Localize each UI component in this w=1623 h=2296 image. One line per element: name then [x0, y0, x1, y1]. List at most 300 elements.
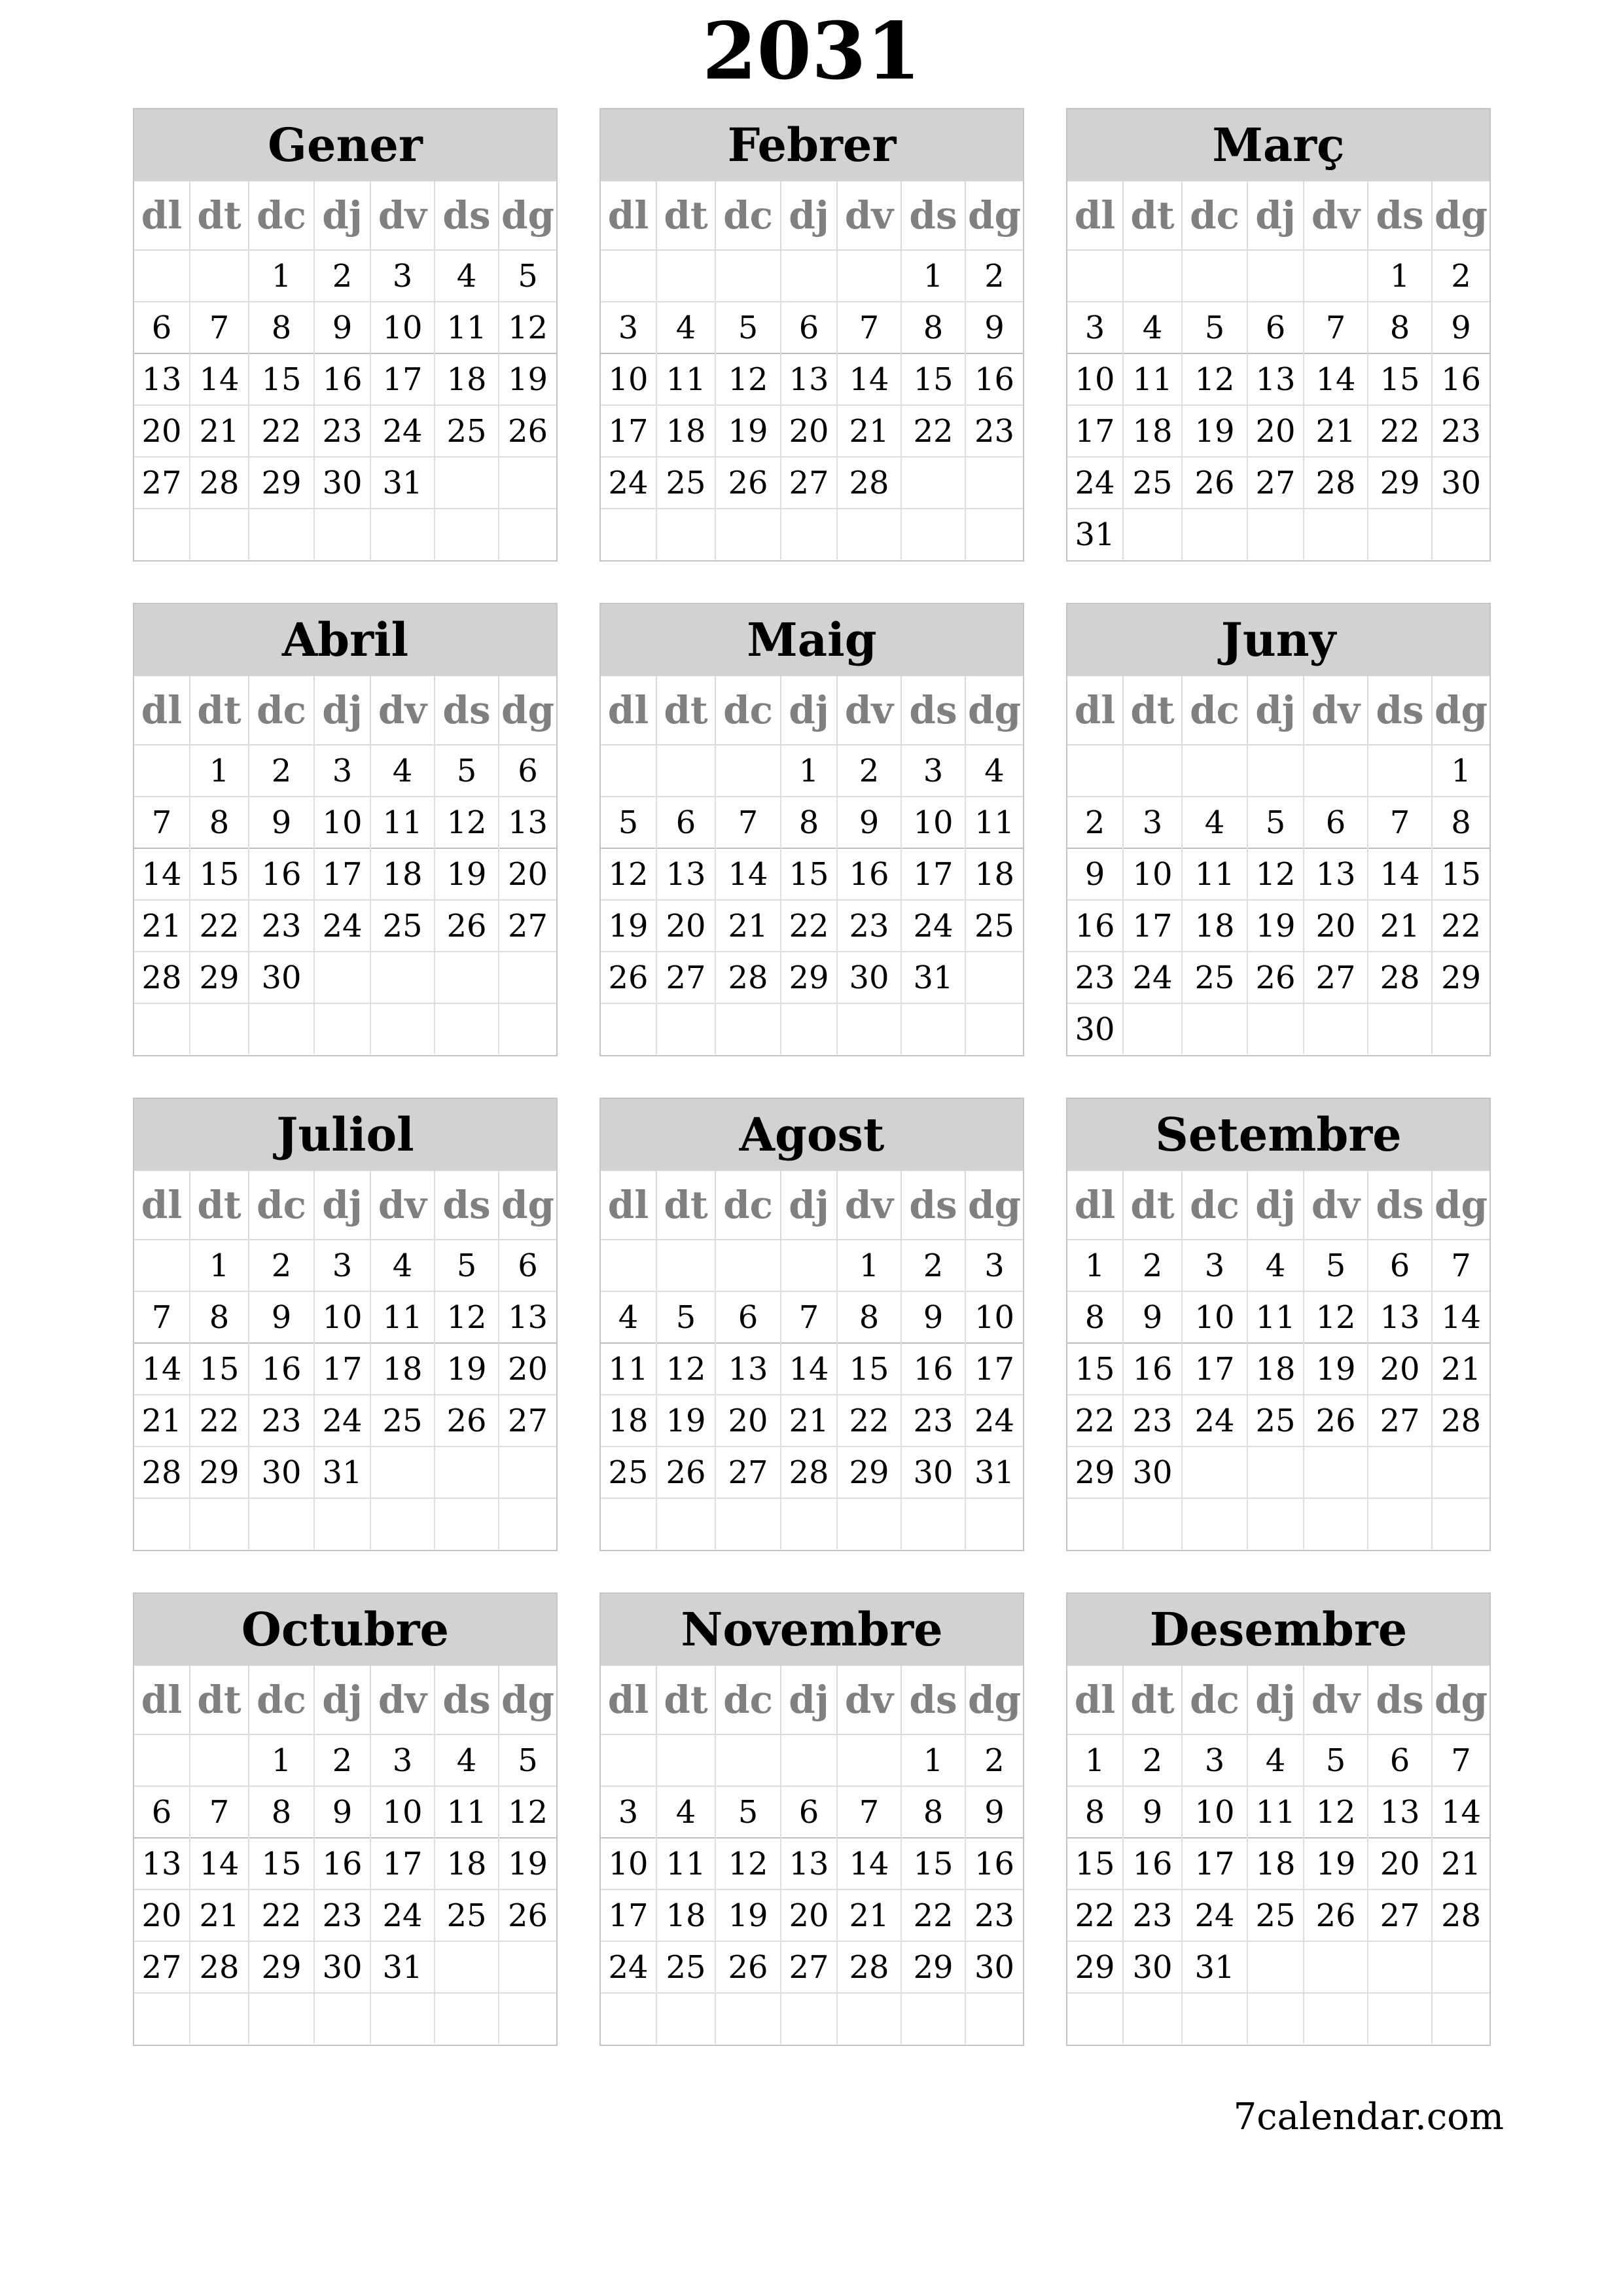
- day-cell: 15: [1067, 1838, 1123, 1890]
- day-cell: [1067, 1993, 1123, 2044]
- day-cell: 16: [901, 1343, 965, 1395]
- day-cell: 5: [499, 1734, 556, 1786]
- day-cell: 1: [1084, 1247, 1105, 1284]
- day-cell: [370, 1003, 435, 1054]
- day-cell: 11: [656, 1838, 715, 1890]
- day-cell: [499, 1993, 556, 2044]
- day-cell: [1304, 1941, 1368, 1993]
- day-cell: [435, 1446, 499, 1498]
- day-cell: 15: [190, 848, 249, 900]
- day-cell: 10: [1067, 353, 1123, 405]
- day-cell: 31: [1067, 509, 1123, 560]
- weekday-label: dt: [656, 676, 715, 745]
- day-cell: [601, 1498, 656, 1549]
- day-cell: [965, 457, 1023, 509]
- month-block: [1066, 1098, 1491, 1551]
- day-cell: [314, 952, 370, 1003]
- day-cell: 17: [370, 353, 435, 405]
- weekday-label: dc: [1182, 1666, 1247, 1734]
- weekday-label: dg: [965, 1171, 1023, 1240]
- month-block: [599, 1098, 1024, 1551]
- week-row: [601, 1291, 1023, 1343]
- day-cell: [134, 1240, 190, 1291]
- day-cell: 2: [1123, 1240, 1182, 1291]
- day-cell: 10: [1123, 848, 1182, 900]
- weekday-label: dl: [601, 181, 656, 250]
- day-cell: [901, 1498, 965, 1549]
- weekday-label: dv: [1304, 1666, 1368, 1734]
- day-cell: 30: [901, 1446, 965, 1498]
- weekday-label: dv: [370, 1666, 435, 1734]
- day-cell: 19: [1247, 900, 1304, 952]
- day-cell: 7: [781, 1291, 837, 1343]
- day-cell: 17: [314, 1343, 370, 1395]
- day-cell: 13: [1247, 353, 1304, 405]
- day-cell: 13: [1368, 1786, 1432, 1838]
- day-cell: 17: [1123, 900, 1182, 952]
- day-cell: 18: [1182, 900, 1247, 952]
- day-cell: 26: [435, 900, 499, 952]
- day-cell: 13: [1304, 848, 1368, 900]
- week-row: [134, 1395, 556, 1446]
- day-cell: 13: [499, 797, 556, 848]
- week-row: [601, 1446, 1023, 1498]
- week-row: [134, 1498, 556, 1549]
- day-cell: 15: [1432, 848, 1489, 900]
- day-cell: 30: [249, 952, 314, 1003]
- day-cell: 10: [314, 1291, 370, 1343]
- day-cell: 10: [965, 1291, 1023, 1343]
- day-cell: 7: [134, 797, 190, 848]
- week-row: [1067, 1003, 1489, 1054]
- weekday-label: ds: [435, 1666, 499, 1734]
- day-cell: 12: [435, 1291, 499, 1343]
- day-cell: 8: [249, 302, 314, 353]
- week-row: [134, 1838, 556, 1890]
- day-cell: 30: [1432, 457, 1489, 509]
- day-cell: 27: [781, 1941, 837, 1993]
- day-cell: [1067, 250, 1123, 302]
- day-cell: [1247, 1498, 1304, 1549]
- day-cell: 1: [249, 250, 314, 302]
- day-cell: 16: [314, 1838, 370, 1890]
- day-cell: 19: [499, 1838, 556, 1890]
- week-row: [1067, 353, 1489, 405]
- day-cell: 5: [1304, 1734, 1368, 1786]
- day-cell: 26: [601, 952, 656, 1003]
- day-cell: 11: [1123, 353, 1182, 405]
- day-cell: 22: [1067, 1395, 1123, 1446]
- week-row: [1067, 302, 1489, 353]
- week-row: [1067, 250, 1489, 302]
- weekday-header-row: [1067, 1171, 1489, 1240]
- day-cell: 26: [499, 405, 556, 457]
- day-cell: 9: [1123, 1786, 1182, 1838]
- day-cell: [499, 509, 556, 560]
- day-cell: [837, 1734, 901, 1786]
- day-cell: 9: [314, 1786, 370, 1838]
- day-cell: 31: [1182, 1941, 1247, 1993]
- day-cell: 15: [190, 1343, 249, 1395]
- week-row: [601, 1890, 1023, 1941]
- day-cell: 13: [656, 848, 715, 900]
- weekday-label: dl: [134, 676, 190, 745]
- day-cell: [837, 1498, 901, 1549]
- week-row: [1067, 1446, 1489, 1498]
- day-cell: 21: [190, 405, 249, 457]
- day-cell: 17: [314, 848, 370, 900]
- day-cell: 25: [601, 1446, 656, 1498]
- week-row: [601, 302, 1023, 353]
- weekday-label: dj: [1247, 1171, 1304, 1240]
- day-cell: 2: [965, 1734, 1023, 1786]
- day-cell: 1: [249, 1734, 314, 1786]
- week-row: [134, 952, 556, 1003]
- day-cell: [965, 952, 1023, 1003]
- day-cell: 24: [314, 900, 370, 952]
- month-block: [599, 108, 1024, 562]
- day-cell: [1123, 1498, 1182, 1549]
- weekday-label: dv: [1304, 181, 1368, 250]
- day-cell: [499, 952, 556, 1003]
- week-row: [601, 1003, 1023, 1054]
- month-day-table: [134, 1171, 556, 1549]
- day-cell: 11: [1247, 1786, 1304, 1838]
- day-cell: 11: [370, 1291, 435, 1343]
- weekday-header-row: [1067, 1666, 1489, 1734]
- day-cell: 2: [1067, 797, 1123, 848]
- week-row: [134, 457, 556, 509]
- day-cell: 14: [190, 1838, 249, 1890]
- day-cell: [190, 250, 249, 302]
- month-title: Març: [1067, 109, 1489, 181]
- day-cell: 5: [601, 797, 656, 848]
- day-cell: 17: [1182, 1838, 1247, 1890]
- day-cell: 28: [190, 457, 249, 509]
- day-cell: 11: [965, 797, 1023, 848]
- day-cell: [781, 1498, 837, 1549]
- day-cell: 30: [1123, 1446, 1182, 1498]
- month-day-table: [1067, 676, 1489, 1054]
- day-cell: 28: [1304, 457, 1368, 509]
- month-title: Agost: [601, 1099, 1023, 1171]
- weekday-label: dg: [1432, 1171, 1489, 1240]
- day-cell: [656, 1993, 715, 2044]
- day-cell: 28: [1368, 952, 1432, 1003]
- weekday-label: dg: [1432, 676, 1489, 745]
- day-cell: 13: [134, 353, 190, 405]
- weekday-label: ds: [1368, 1171, 1432, 1240]
- day-cell: 3: [1182, 1734, 1247, 1786]
- day-cell: 11: [656, 353, 715, 405]
- day-cell: 9: [965, 1786, 1023, 1838]
- day-cell: 23: [314, 1890, 370, 1941]
- day-cell: 12: [715, 353, 781, 405]
- day-cell: 14: [837, 353, 901, 405]
- day-cell: [134, 1498, 190, 1549]
- month-title: Juliol: [134, 1099, 556, 1171]
- day-cell: 6: [715, 1291, 781, 1343]
- month-block: [133, 1098, 558, 1551]
- day-cell: 23: [901, 1395, 965, 1446]
- day-cell: 10: [901, 797, 965, 848]
- day-cell: 4: [370, 745, 435, 797]
- day-cell: [1432, 509, 1489, 560]
- day-cell: [1304, 1498, 1368, 1549]
- day-cell: [1432, 1941, 1489, 1993]
- weekday-label: dl: [1067, 676, 1123, 745]
- weekday-label: dc: [249, 676, 314, 745]
- week-row: [1067, 1734, 1489, 1786]
- day-cell: 27: [1368, 1395, 1432, 1446]
- weekday-label: dv: [370, 181, 435, 250]
- day-cell: [601, 745, 656, 797]
- day-cell: 1: [1432, 745, 1489, 797]
- day-cell: [781, 250, 837, 302]
- day-cell: 4: [1182, 797, 1247, 848]
- day-cell: 27: [499, 1395, 556, 1446]
- day-cell: 27: [134, 1941, 190, 1993]
- week-row: [1067, 1890, 1489, 1941]
- weekday-label: dj: [314, 1666, 370, 1734]
- week-row: [601, 457, 1023, 509]
- day-cell: 3: [314, 745, 370, 797]
- day-cell: 25: [656, 1941, 715, 1993]
- month-day-table: [601, 181, 1023, 560]
- day-cell: 19: [715, 1890, 781, 1941]
- weekday-label: dg: [965, 1666, 1023, 1734]
- day-cell: 25: [1247, 1890, 1304, 1941]
- day-cell: 29: [190, 1446, 249, 1498]
- day-cell: 20: [1368, 1838, 1432, 1890]
- week-row: [134, 1343, 556, 1395]
- day-cell: 26: [1304, 1890, 1368, 1941]
- day-cell: 18: [435, 353, 499, 405]
- day-cell: 5: [1182, 302, 1247, 353]
- day-cell: [601, 1240, 656, 1291]
- weekday-label: dj: [1247, 676, 1304, 745]
- day-cell: [837, 1003, 901, 1054]
- week-row: [601, 1941, 1023, 1993]
- day-cell: 23: [965, 1890, 1023, 1941]
- day-cell: 8: [1368, 302, 1432, 353]
- day-cell: 19: [435, 1343, 499, 1395]
- day-cell: 2: [249, 745, 314, 797]
- day-cell: 6: [499, 745, 556, 797]
- day-cell: 2: [837, 745, 901, 797]
- day-cell: 20: [134, 405, 190, 457]
- weekday-label: ds: [901, 181, 965, 250]
- month-day-table: [601, 1171, 1023, 1549]
- day-cell: [1368, 1941, 1432, 1993]
- week-row: [1067, 1838, 1489, 1890]
- year-title: 2031: [702, 5, 921, 98]
- day-cell: [1368, 509, 1432, 560]
- weekday-label: dj: [781, 1171, 837, 1240]
- day-cell: 13: [499, 1291, 556, 1343]
- day-cell: [1304, 250, 1368, 302]
- weekday-label: dl: [134, 1171, 190, 1240]
- day-cell: 9: [1123, 1291, 1182, 1343]
- day-cell: 27: [134, 457, 190, 509]
- day-cell: 27: [656, 952, 715, 1003]
- day-cell: 23: [314, 405, 370, 457]
- day-cell: [499, 457, 556, 509]
- day-cell: 24: [601, 1941, 656, 1993]
- weekday-header-row: [601, 676, 1023, 745]
- day-cell: 7: [1368, 797, 1432, 848]
- day-cell: [435, 509, 499, 560]
- day-cell: 22: [190, 1395, 249, 1446]
- day-cell: [370, 1498, 435, 1549]
- weekday-label: dt: [1123, 1666, 1182, 1734]
- weekday-label: dv: [837, 181, 901, 250]
- day-cell: 4: [656, 1786, 715, 1838]
- day-cell: [715, 250, 781, 302]
- day-cell: 16: [1067, 900, 1123, 952]
- day-cell: 12: [435, 797, 499, 848]
- week-row: [601, 1734, 1023, 1786]
- day-cell: 7: [837, 1786, 901, 1838]
- day-cell: 18: [1247, 1838, 1304, 1890]
- weekday-label: dc: [715, 1171, 781, 1240]
- day-cell: 26: [435, 1395, 499, 1446]
- day-cell: 18: [1123, 405, 1182, 457]
- day-cell: 28: [837, 1941, 901, 1993]
- day-cell: [314, 1003, 370, 1054]
- week-row: [134, 1786, 556, 1838]
- weekday-label: dj: [781, 181, 837, 250]
- day-cell: 14: [837, 1838, 901, 1890]
- day-cell: [134, 1993, 190, 2044]
- day-cell: 5: [1247, 797, 1304, 848]
- day-cell: 23: [1123, 1395, 1182, 1446]
- day-cell: 17: [370, 1838, 435, 1890]
- day-cell: 3: [901, 745, 965, 797]
- month-title: Febrer: [601, 109, 1023, 181]
- day-cell: 24: [901, 900, 965, 952]
- day-cell: 20: [1368, 1343, 1432, 1395]
- weekday-label: dg: [499, 181, 556, 250]
- day-cell: 22: [901, 1890, 965, 1941]
- day-cell: 6: [1368, 1240, 1432, 1291]
- month-title: Novembre: [601, 1594, 1023, 1666]
- week-row: [1067, 1240, 1489, 1291]
- weekday-label: dl: [601, 1171, 656, 1240]
- day-cell: 27: [1247, 457, 1304, 509]
- week-row: [1067, 509, 1489, 560]
- day-cell: [314, 1498, 370, 1549]
- day-cell: 18: [370, 848, 435, 900]
- day-cell: 23: [249, 900, 314, 952]
- day-cell: 20: [1304, 900, 1368, 952]
- day-cell: [1067, 745, 1123, 797]
- day-cell: 16: [1123, 1343, 1182, 1395]
- weekday-label: dv: [370, 1171, 435, 1240]
- day-cell: [1247, 745, 1304, 797]
- day-cell: 21: [134, 1395, 190, 1446]
- day-cell: [190, 1498, 249, 1549]
- day-cell: [715, 745, 781, 797]
- week-row: [1067, 1498, 1489, 1549]
- day-cell: 2: [965, 250, 1023, 302]
- day-cell: [781, 1003, 837, 1054]
- day-cell: 3: [965, 1240, 1023, 1291]
- day-cell: 19: [435, 848, 499, 900]
- day-cell: 2: [249, 1240, 314, 1291]
- day-cell: [1304, 745, 1368, 797]
- day-cell: 10: [370, 302, 435, 353]
- day-cell: 27: [715, 1446, 781, 1498]
- day-cell: 28: [1432, 1395, 1489, 1446]
- week-row: [601, 250, 1023, 302]
- day-cell: [656, 745, 715, 797]
- week-row: [601, 1240, 1023, 1291]
- day-cell: 27: [1368, 1890, 1432, 1941]
- day-cell: 20: [499, 848, 556, 900]
- day-cell: [1432, 1446, 1489, 1498]
- day-cell: 30: [965, 1941, 1023, 1993]
- weekday-label: dg: [499, 1666, 556, 1734]
- day-cell: [1368, 1498, 1432, 1549]
- day-cell: 6: [781, 1786, 837, 1838]
- weekday-header-row: [601, 1666, 1023, 1734]
- day-cell: 30: [249, 1446, 314, 1498]
- weekday-label: ds: [435, 1171, 499, 1240]
- weekday-label: dc: [715, 1666, 781, 1734]
- day-cell: [965, 1993, 1023, 2044]
- day-cell: 21: [1432, 1343, 1489, 1395]
- week-row: [1067, 848, 1489, 900]
- weekday-label: dt: [190, 181, 249, 250]
- weekday-label: dv: [837, 1666, 901, 1734]
- day-cell: [370, 952, 435, 1003]
- day-cell: 14: [134, 848, 190, 900]
- day-cell: 8: [249, 1786, 314, 1838]
- day-cell: 3: [601, 302, 656, 353]
- day-cell: 1: [837, 1240, 901, 1291]
- day-cell: [1247, 1003, 1304, 1054]
- day-cell: 15: [837, 1343, 901, 1395]
- day-cell: [1182, 745, 1247, 797]
- day-cell: 22: [1368, 405, 1432, 457]
- day-cell: 3: [601, 1786, 656, 1838]
- day-cell: 7: [190, 302, 249, 353]
- day-cell: [715, 509, 781, 560]
- day-cell: [837, 1993, 901, 2044]
- week-row: [1067, 1395, 1489, 1446]
- week-row: [134, 900, 556, 952]
- day-cell: [601, 1734, 656, 1786]
- day-cell: 30: [837, 952, 901, 1003]
- week-row: [1067, 1993, 1489, 2044]
- weekday-label: dj: [781, 676, 837, 745]
- month-title: Octubre: [134, 1594, 556, 1666]
- day-cell: [435, 1993, 499, 2044]
- month-block: [599, 1592, 1024, 2046]
- day-cell: 3: [370, 1734, 435, 1786]
- week-row: [134, 250, 556, 302]
- day-cell: 7: [715, 797, 781, 848]
- weekday-label: dv: [1304, 676, 1368, 745]
- day-cell: 24: [1182, 1890, 1247, 1941]
- month-block: [1066, 108, 1491, 562]
- week-row: [134, 1240, 556, 1291]
- day-cell: 4: [370, 1240, 435, 1291]
- day-cell: 19: [499, 353, 556, 405]
- day-cell: [1182, 250, 1247, 302]
- week-row: [134, 353, 556, 405]
